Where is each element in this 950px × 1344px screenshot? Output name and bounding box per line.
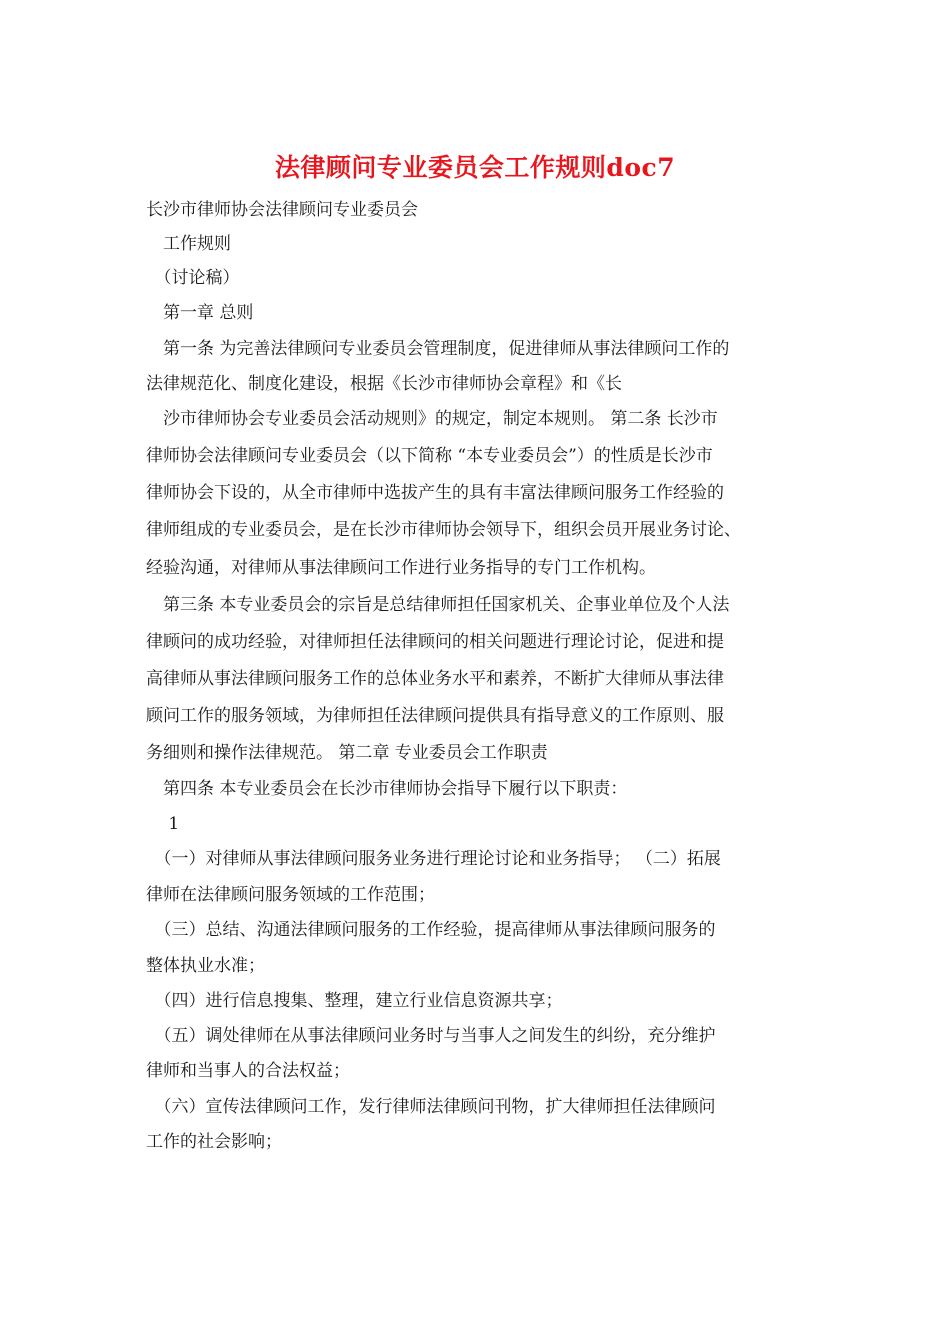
document-body (146, 198, 810, 1152)
text-line: 第一章 总则 (146, 303, 254, 323)
text-line: 法律规范化、制度化建设，根据《长沙市律师协会章程》和《长 (146, 374, 622, 394)
text-line: 律师协会下设的，从全市律师中选拔产生的具有丰富法律顾问服务工作经验的 (146, 483, 724, 503)
text-line: 第一条 为完善法律顾问专业委员会管理制度，促进律师从事法律顾问工作的 (146, 339, 730, 359)
text-line: 律师协会法律顾问专业委员会（以下简称 “本专业委员会”）的性质是长沙市 (146, 446, 713, 466)
text-line: （六）宣传法律顾问工作，发行律师法律顾问刊物，扩大律师担任法律顾问 (146, 1097, 716, 1117)
text-line: 第三条 本专业委员会的宗旨是总结律师担任国家机关、企事业单位及个人法 (146, 595, 730, 615)
text-line: 沙市律师协会专业委员会活动规则》的规定，制定本规则。 第二条 长沙市 (146, 409, 718, 429)
text-line: 经验沟通，对律师从事法律顾问工作进行业务指导的专门工作机构。 (146, 558, 656, 578)
text-line: （五）调处律师在从事法律顾问业务时与当事人之间发生的纠纷，充分维护 (146, 1026, 716, 1046)
text-line: （一）对律师从事法律顾问服务业务进行理论讨论和业务指导； （二）拓展 (146, 849, 721, 869)
text-line: 1 (146, 814, 180, 834)
text-line: 工作规则 (146, 234, 231, 254)
text-line: 律师和当事人的合法权益； (146, 1061, 350, 1081)
text-line: 律师组成的专业委员会，是在长沙市律师协会领导下，组织会员开展业务讨论、 (146, 520, 741, 540)
text-line: 律顾问的成功经验，对律师担任法律顾问的相关问题进行理论讨论，促进和提 (146, 632, 724, 652)
text-line: 务细则和操作法律规范。 第二章 专业委员会工作职责 (146, 743, 548, 763)
text-line: 整体执业水准； (146, 956, 265, 976)
text-line: 律师在法律顾问服务领域的工作范围； (146, 885, 435, 905)
text-line: 高律师从事法律顾问服务工作的总体业务水平和素养，不断扩大律师从事法律 (146, 669, 724, 689)
text-line: （三）总结、沟通法律顾问服务的工作经验，提高律师从事法律顾问服务的 (146, 920, 716, 940)
text-line: （讨论稿） (146, 268, 240, 288)
text-line: 工作的社会影响； (146, 1132, 282, 1152)
document-title: 法律顾问专业委员会工作规则doc7 (274, 153, 676, 182)
text-line: 顾问工作的服务领域，为律师担任法律顾问提供具有指导意义的工作原则、服 (146, 706, 724, 726)
text-line: 长沙市律师协会法律顾问专业委员会 (146, 200, 418, 220)
text-line: 第四条 本专业委员会在长沙市律师协会指导下履行以下职责： (146, 779, 628, 799)
text-line: （四）进行信息搜集、整理，建立行业信息资源共享； (146, 991, 563, 1011)
